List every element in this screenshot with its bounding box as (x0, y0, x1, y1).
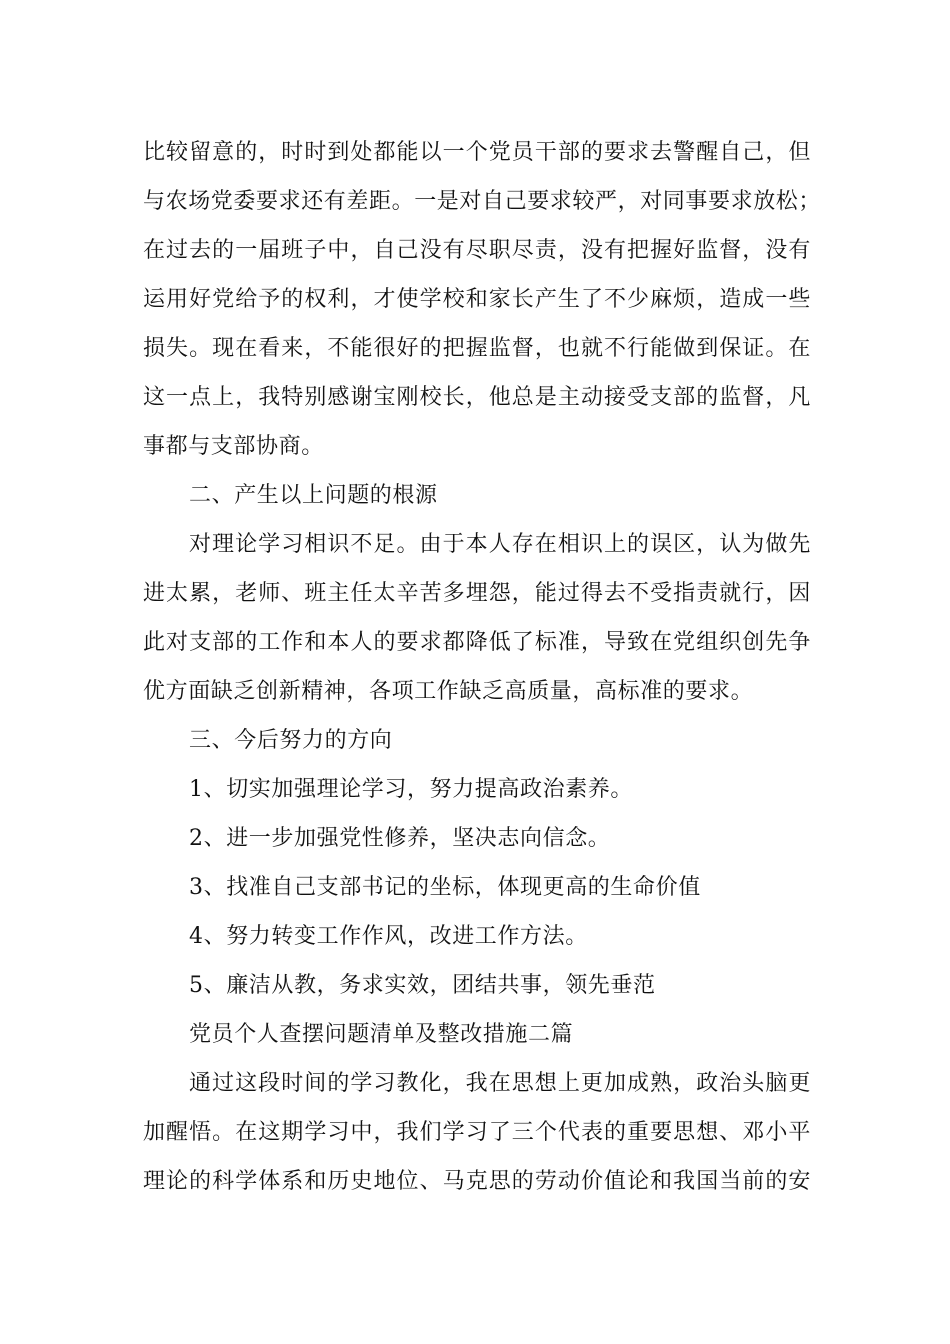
paragraph-line: 加醒悟。在这期学习中，我们学习了三个代表的重要思想、邓小平 (143, 1120, 811, 1145)
paragraph-line: 与农场党委要求还有差距。一是对自己要求较严，对同事要求放松； (143, 189, 822, 214)
paragraph-line: 这一点上，我特别感谢宝刚校长，他总是主动接受支部的监督，凡 (143, 385, 811, 410)
paragraph-line: 理论的科学体系和历史地位、马克思的劳动价值论和我国当前的安 (143, 1169, 811, 1194)
paragraph-line: 在过去的一届班子中，自己没有尽职尽责，没有把握好监督，没有 (143, 238, 811, 263)
section-heading: 三、今后努力的方向 (189, 728, 393, 753)
paragraph-line: 比较留意的，时时到处都能以一个党员干部的要求去警醒自己，但 (143, 140, 811, 165)
list-item: 3、找准自己支部书记的坐标，体现更高的生命价值 (189, 875, 701, 900)
list-item: 2、进一步加强党性修养，坚决志向信念。 (189, 826, 611, 851)
paragraph-line: 进太累，老师、班主任太辛苦多埋怨，能过得去不受指责就行，因 (143, 581, 811, 606)
paragraph-line: 优方面缺乏创新精神，各项工作缺乏高质量，高标准的要求。 (143, 679, 754, 704)
list-item: 5、廉洁从教，务求实效，团结共事，领先垂范 (189, 973, 656, 998)
section-heading: 二、产生以上问题的根源 (189, 483, 438, 508)
paragraph-line: 损失。现在看来，不能很好的把握监督，也就不行能做到保证。在 (143, 336, 811, 361)
paragraph-line: 事都与支部协商。 (143, 434, 324, 459)
list-item: 1、切实加强理论学习，努力提高政治素养。 (189, 777, 633, 802)
paragraph-line: 对理论学习相识不足。由于本人存在相识上的误区，认为做先 (189, 532, 811, 557)
paragraph-line: 运用好党给予的权利，才使学校和家长产生了不少麻烦，造成一些 (143, 287, 811, 312)
paragraph-line: 此对支部的工作和本人的要求都降低了标准，导致在党组织创先争 (143, 630, 811, 655)
section-title: 党员个人查摆问题清单及整改措施二篇 (189, 1022, 574, 1047)
paragraph-line: 通过这段时间的学习教化，我在思想上更加成熟，政治头脑更 (189, 1071, 811, 1096)
document-body (143, 128, 822, 1206)
list-item: 4、努力转变工作作风，改进工作方法。 (189, 924, 588, 949)
